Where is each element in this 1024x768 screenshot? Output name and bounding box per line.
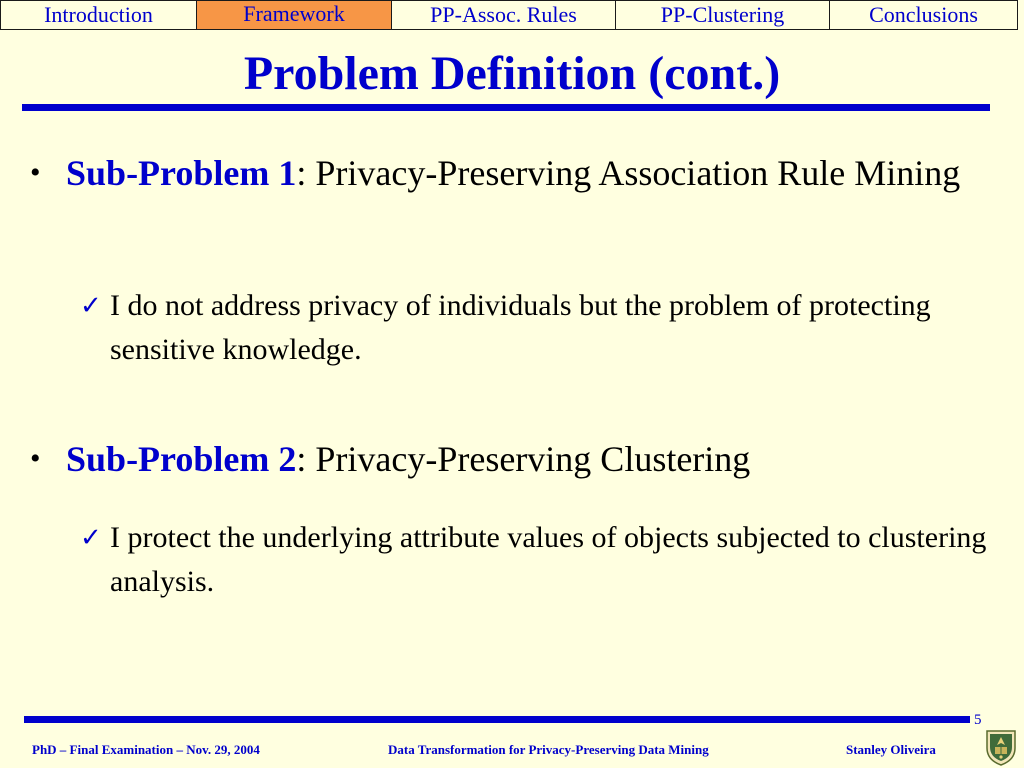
slide-title: Problem Definition (cont.)	[243, 47, 781, 100]
title-divider	[22, 104, 990, 111]
checkmark-icon: ✓	[80, 523, 102, 553]
tab-pp-clustering[interactable]: PP-Clustering	[616, 1, 830, 29]
university-crest-icon	[984, 728, 1018, 766]
sub-bullet-2	[80, 516, 1000, 604]
sub-bullet-text: I protect the underlying attribute values of objects subjected to clustering analysis.	[110, 521, 987, 598]
checkmark-icon: ✓	[80, 291, 102, 321]
sub-bullet-text: I do not address privacy of individuals but the problem of protecting sensitive knowledge.	[110, 289, 931, 366]
tab-pp-assoc-rules[interactable]: PP-Assoc. Rules	[392, 1, 616, 29]
bullet-dot-icon: •	[30, 442, 41, 475]
bullet-text	[66, 146, 990, 200]
footer	[0, 740, 980, 760]
footer-divider	[24, 716, 970, 723]
bullet-dot-icon: •	[30, 156, 41, 189]
bullet-description: : Privacy-Preserving Association Rule Mining	[296, 153, 961, 193]
section-nav	[0, 0, 1018, 30]
bullet-keyword: Sub-Problem 2	[66, 439, 297, 479]
bullet-text	[66, 432, 990, 486]
tab-conclusions[interactable]: Conclusions	[869, 2, 978, 27]
footer-right: Stanley Oliveira	[846, 742, 936, 757]
bullet-sub-problem-2	[30, 432, 990, 486]
tab-introduction[interactable]: Introduction	[1, 1, 197, 29]
bullet-description: : Privacy-Preserving Clustering	[296, 439, 751, 479]
tab-framework[interactable]: Framework	[197, 1, 392, 29]
bullet-sub-problem-1	[30, 146, 990, 200]
bullet-keyword: Sub-Problem 1	[66, 153, 297, 193]
footer-middle: Data Transformation for Privacy-Preserving Data Mining	[388, 742, 709, 757]
footer-left: PhD – Final Examination – Nov. 29, 2004	[32, 742, 260, 757]
sub-bullet-1	[80, 284, 1000, 372]
slide-number: 5	[974, 712, 982, 728]
